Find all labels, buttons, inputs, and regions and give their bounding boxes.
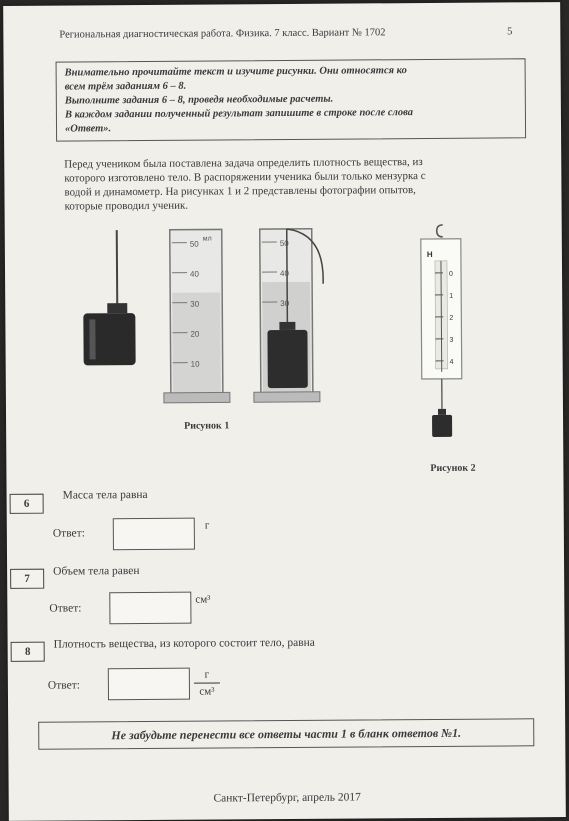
question-6-number: 6 bbox=[10, 494, 44, 514]
fraction-bar bbox=[194, 682, 220, 683]
question-8-unit-fraction bbox=[194, 668, 220, 697]
unit-numerator: г bbox=[194, 668, 220, 680]
scale-unit: Н bbox=[427, 250, 433, 259]
cylinder-base bbox=[254, 392, 320, 402]
tick-label: 0 bbox=[449, 271, 453, 278]
question-7-text: Объем тела равен bbox=[53, 565, 139, 578]
intro-line: водой и динамометр. На рисунках 1 и 2 представлены фотографии опытов, bbox=[64, 182, 514, 199]
tick-label: 50 bbox=[190, 240, 200, 249]
cylinder-base bbox=[164, 392, 230, 402]
tick-label: 2 bbox=[449, 315, 453, 322]
weight-top bbox=[438, 409, 446, 415]
page-header: Региональная диагностическая работа. Физика. 7 класс. Вариант № 1702 bbox=[59, 27, 385, 40]
question-8-text: Плотность вещества, из которого состоит тело, равна bbox=[54, 637, 315, 651]
intro-text bbox=[64, 154, 514, 213]
measuring-cylinder-empty-weight bbox=[163, 229, 230, 402]
intro-line: которого изготовлено тело. В распоряжении ученика были только мензурка с bbox=[64, 168, 514, 185]
page-footer: Санкт-Петербург, апрель 2017 bbox=[9, 790, 566, 806]
figure-2-caption: Рисунок 2 bbox=[430, 463, 475, 474]
page-number: 5 bbox=[507, 26, 512, 37]
weight-highlight bbox=[89, 319, 95, 359]
instructions-line: В каждом задании полученный результат запишите в строке после слова bbox=[65, 105, 517, 122]
question-6-answer-box[interactable] bbox=[113, 518, 195, 551]
tick-label: 10 bbox=[191, 360, 201, 369]
instructions-line: «Ответ». bbox=[65, 119, 517, 136]
measuring-cylinder-with-weight bbox=[253, 229, 324, 402]
exam-page bbox=[3, 2, 566, 821]
tick-label: 40 bbox=[280, 269, 290, 278]
reminder-box: Не забудьте перенести все ответы части 1 в бланк ответов №1. bbox=[38, 718, 534, 749]
question-7-answer-box[interactable] bbox=[109, 592, 191, 625]
weight-top bbox=[279, 322, 295, 330]
tick-label: 1 bbox=[449, 293, 453, 300]
weight-body bbox=[267, 330, 307, 388]
question-7-answer-label: Ответ: bbox=[49, 602, 81, 614]
tick-label: 40 bbox=[190, 270, 200, 279]
tick-label: 30 bbox=[190, 300, 200, 309]
instructions-line: всем трём заданиям 6 – 8. bbox=[65, 77, 517, 94]
tick-label: 4 bbox=[450, 359, 454, 366]
intro-line: Перед учеником была поставлена задача определить плотность вещества, из bbox=[64, 154, 514, 171]
figure-1-photo bbox=[75, 224, 336, 411]
question-6-text: Масса тела равна bbox=[63, 489, 148, 502]
tick-label: 3 bbox=[449, 337, 453, 344]
tick-label: 50 bbox=[280, 239, 290, 248]
question-6-answer-label: Ответ: bbox=[53, 527, 85, 539]
tick-label: 30 bbox=[280, 299, 290, 308]
string bbox=[117, 230, 118, 310]
instructions-line: Внимательно прочитайте текст и изучите рисунки. Они относятся ко bbox=[65, 63, 517, 80]
intro-line: которые проводил ученик. bbox=[65, 196, 515, 213]
instructions-box bbox=[56, 58, 527, 141]
figure-2-photo bbox=[405, 221, 487, 452]
weight-top bbox=[107, 303, 127, 313]
instructions-line: Выполните задания 6 – 8, проведя необходимые расчеты. bbox=[65, 91, 517, 108]
figure-1-caption: Рисунок 1 bbox=[184, 420, 229, 431]
cylinder-unit: мл bbox=[203, 236, 212, 243]
unit-denominator: см³ bbox=[194, 685, 220, 697]
question-7-unit: см³ bbox=[195, 594, 210, 606]
weight-body bbox=[432, 415, 452, 437]
tick-label: 20 bbox=[190, 330, 200, 339]
question-8-number: 8 bbox=[11, 642, 45, 662]
question-6-unit: г bbox=[205, 520, 210, 532]
hook-icon bbox=[437, 225, 443, 237]
question-8-answer-box[interactable] bbox=[108, 668, 190, 701]
question-7-number: 7 bbox=[10, 569, 44, 589]
question-8-answer-label: Ответ: bbox=[48, 679, 80, 691]
